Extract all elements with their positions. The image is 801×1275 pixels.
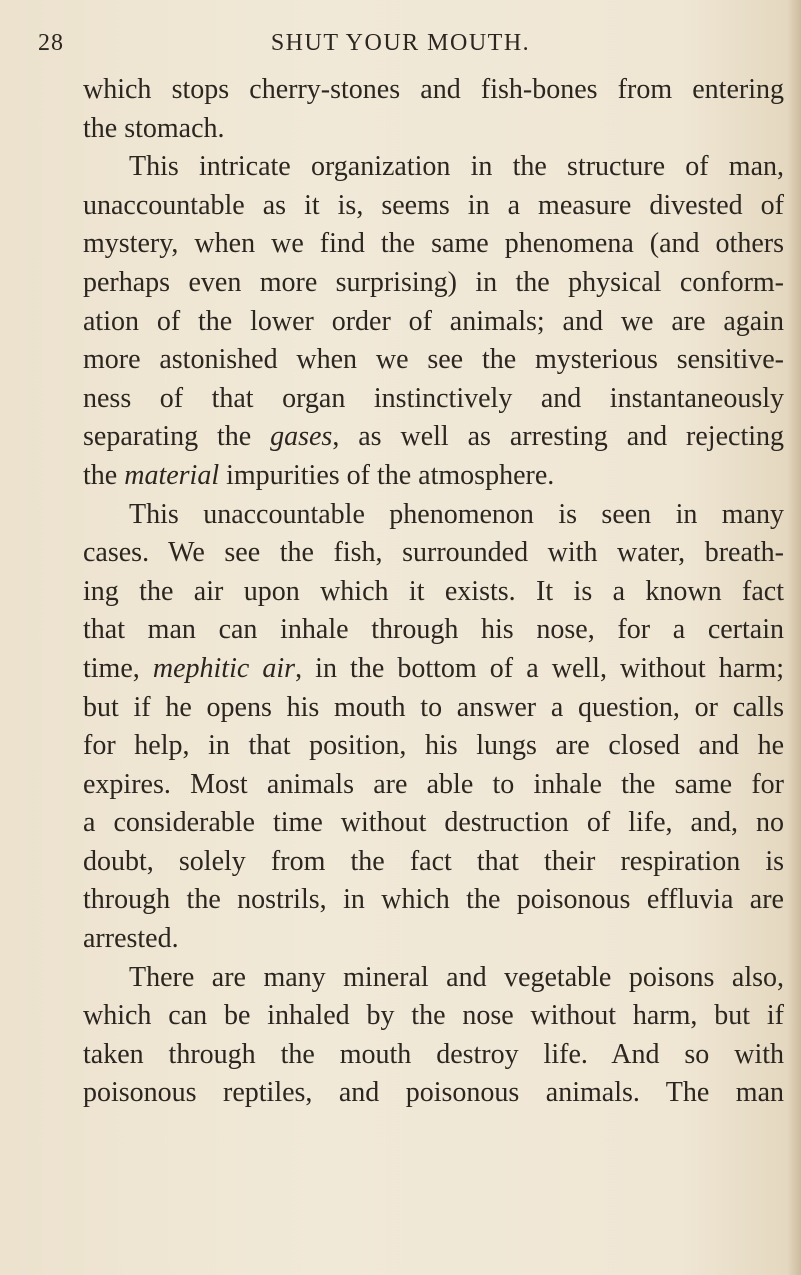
text-line: through the nostrils, in which the poisonous effluvia are [83, 884, 784, 916]
text-line: There are many mineral and vegetable poisons also, [129, 961, 784, 993]
text-line: the stomach. [83, 112, 225, 144]
text-line [83, 650, 784, 689]
text-line: ing the air upon which it exists. It is a known fact [83, 575, 784, 607]
page-edge-shadow [787, 0, 801, 1275]
text-line [83, 418, 784, 457]
body-text [83, 71, 784, 1113]
text-line: This intricate organization in the structure of man, [129, 151, 784, 183]
text-run: separating the [83, 421, 252, 453]
text-line: doubt, solely from the fact that their respiration is [83, 845, 784, 877]
text-line: mystery, when we find the same phenomena (and others [83, 228, 784, 260]
page-header [0, 30, 801, 64]
text-line: which stops cherry-stones and fish-bones from entering [83, 74, 784, 105]
page-number: 28 [38, 30, 64, 56]
text-line: This unaccountable phenomenon is seen in many [129, 498, 784, 530]
text-line: unaccountable as it is, seems in a measure divested of [83, 189, 784, 221]
text-run: time, [83, 652, 140, 684]
text-line: for help, in that position, his lungs are closed and he [83, 730, 784, 762]
text-line: which can be inhaled by the nose without harm, but if [83, 1000, 784, 1032]
text-run: impurities of the atmosphere. [219, 459, 555, 491]
text-line: arrested. [83, 923, 179, 955]
text-line: more astonished when we see the mysterious sensitive- [83, 344, 784, 376]
text-line [83, 457, 784, 496]
text-line: poisonous reptiles, and poisonous animals. The man [83, 1077, 784, 1109]
text-line: but if he opens his mouth to answer a question, or calls [83, 691, 784, 723]
italic-term: material [124, 459, 220, 491]
italic-term: mephitic air [152, 652, 296, 684]
text-run: , in the bottom of a well, without harm; [295, 652, 785, 684]
text-line: cases. We see the fish, surrounded with water, breath- [83, 537, 784, 569]
italic-term: gases [270, 421, 333, 453]
text-line: taken through the mouth destroy life. And so with [83, 1038, 784, 1070]
text-line: that man can inhale through his nose, for a certain [83, 614, 784, 646]
running-head: SHUT YOUR MOUTH. [270, 30, 531, 56]
text-line: perhaps even more surprising) in the physical conform- [83, 266, 784, 298]
text-run: , as well as arresting and rejecting [332, 421, 785, 453]
text-line: a considerable time without destruction of life, and, no [83, 807, 784, 839]
text-line: expires. Most animals are able to inhale the same for [83, 768, 784, 800]
text-line: ness of that organ instinctively and instantaneously [83, 382, 784, 414]
text-run: the [83, 459, 118, 491]
text-line: ation of the lower order of animals; and we are again [83, 305, 784, 337]
